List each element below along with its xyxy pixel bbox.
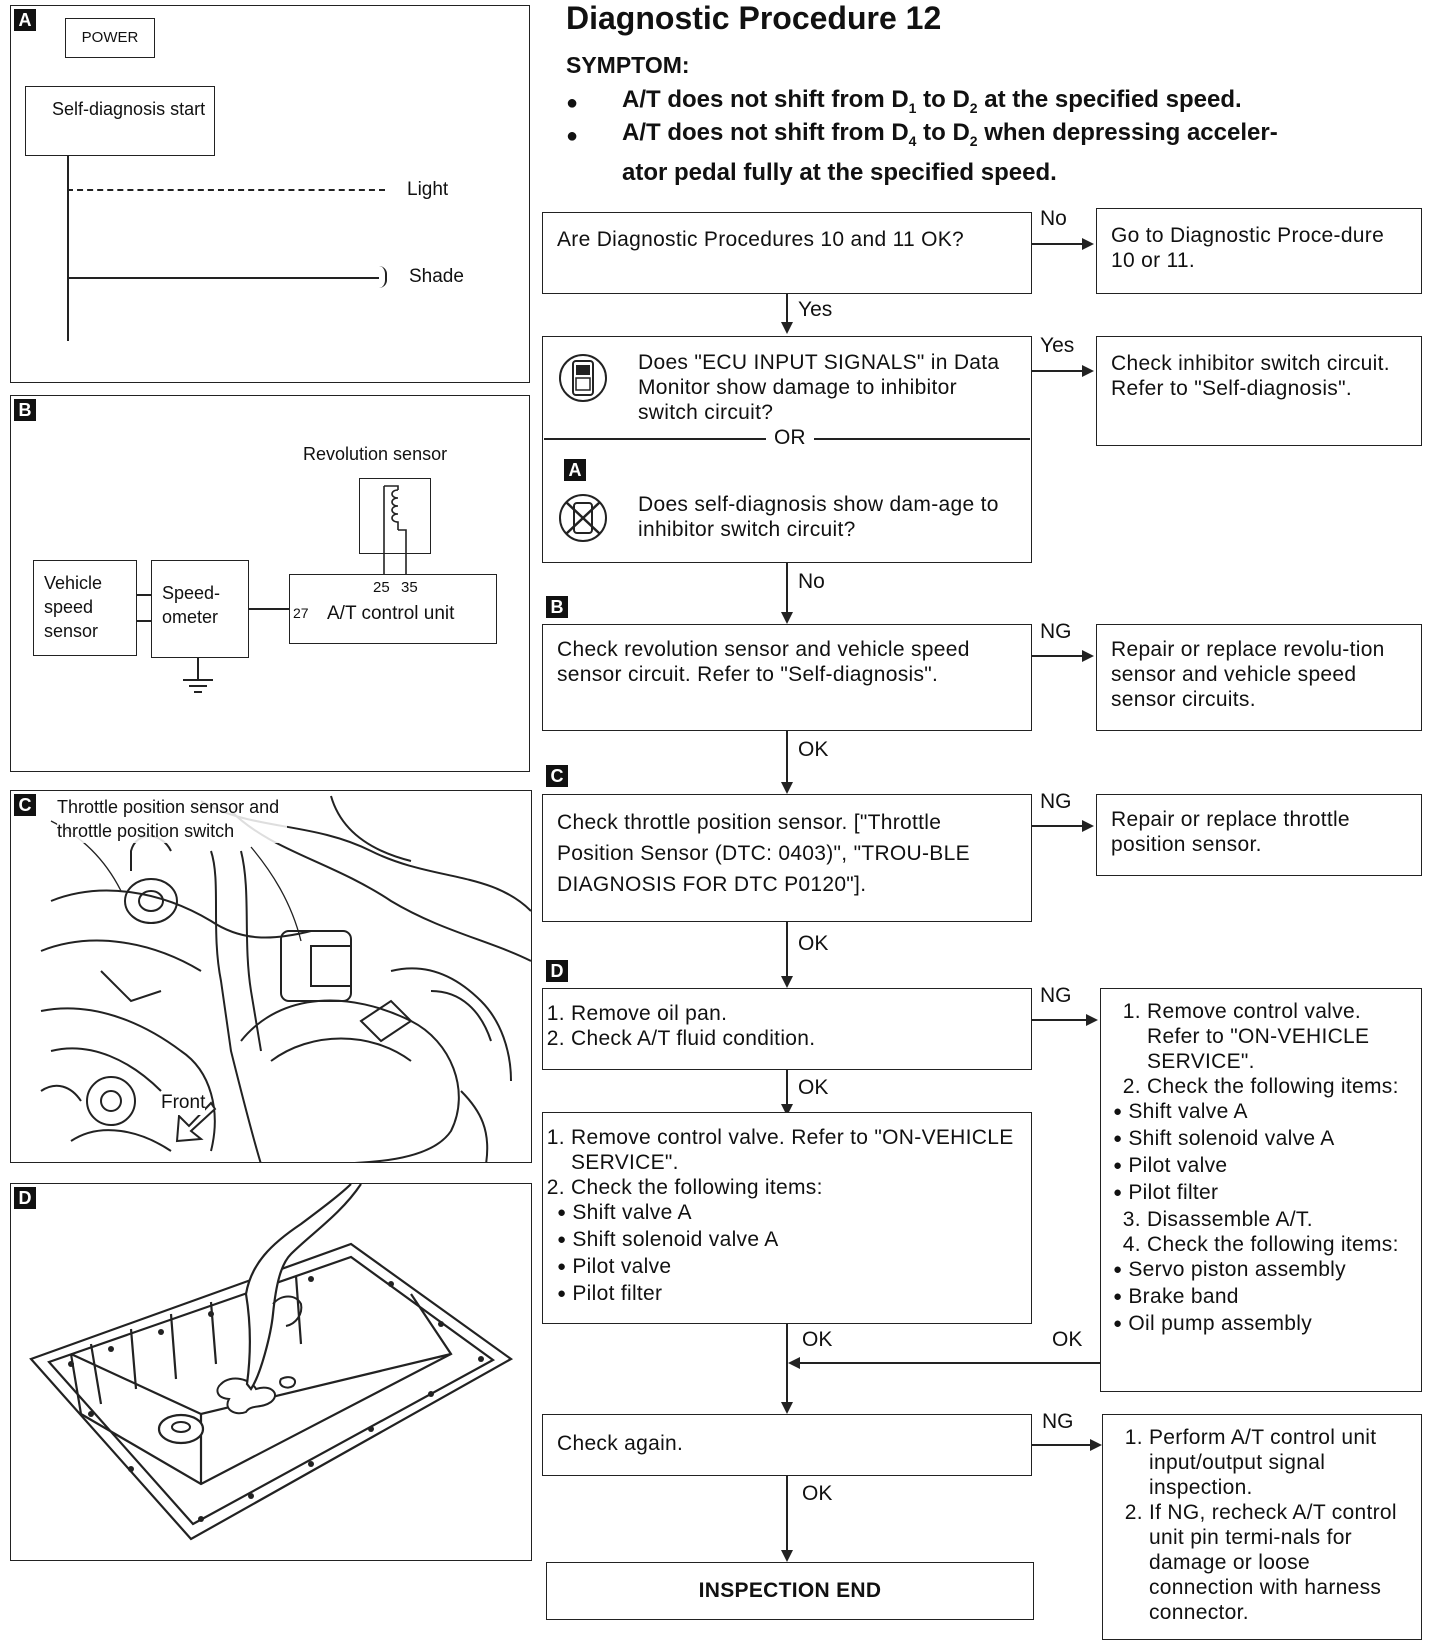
s6-bullet: ● Pilot filter [557,1281,1017,1308]
symptom-2-line2: ator pedal fully at the specified speed. [622,158,1057,186]
q1-no-arrow [1082,238,1094,250]
consult-tool-icon [558,350,608,406]
right-bullet: ● Oil pump assembly [1113,1311,1411,1338]
pin-35-label: 35 [401,579,418,596]
q2-letter-a: A [564,459,586,481]
front-label: Front [161,1092,206,1113]
q1-no-box [1096,208,1422,294]
s7-ng-arrow [1090,1439,1102,1451]
inspection-end-box [546,1562,1034,1620]
s6-ok-arrow [781,1402,793,1414]
q2-no-line [786,563,788,619]
panel-a-letter: A [14,9,36,31]
vss-wire-top [137,594,151,596]
engine-drawing [11,791,532,1163]
s7-ok-label: OK [802,1482,833,1505]
shade-label: Shade [409,266,464,287]
power-box [65,18,155,58]
s7-ng-label: NG [1042,1410,1074,1433]
s6-box [542,1112,1032,1324]
q1-no-label: No [1040,207,1067,230]
s5-ng-label: NG [1040,984,1072,1007]
symptom-2 [622,117,1432,189]
throttle-sensor-caption: Throttle position sensor and throttle position switch [57,795,287,843]
symptom-1-sub1: 1 [908,99,917,116]
s6-item: 2. Check the following items: [571,1175,1017,1200]
pin-27-label: 27 [293,605,309,621]
page-title: Diagnostic Procedure 12 [566,0,942,36]
coil-icon [366,480,426,580]
s4-ng-text: Repair or replace throttle position sensor. [1111,808,1350,856]
s6-bullet: ● Pilot valve [557,1254,1017,1281]
q1-no-line [1032,243,1084,245]
q2-no-arrow [781,612,793,624]
s5-ng-box [1100,988,1422,1392]
symptom-1-post: at the specified speed. [977,86,1242,113]
symptom-1-sub2: 2 [969,99,978,116]
symptom-2-post: when depressing acceler- [977,119,1278,146]
s6-bullet: ● Shift valve A [557,1200,1017,1227]
symptom-1-pre: A/T does not shift from D [622,86,909,113]
power-label: POWER [81,29,139,46]
step-d-letter: D [546,960,568,982]
oil-pan-drawing [11,1184,532,1561]
s4-ok-arrow [781,976,793,988]
s6-list [547,1125,1017,1200]
q2-yes-arrow [1082,365,1094,377]
s5-list [547,1001,1017,1051]
s4-ok-label: OK [798,932,829,955]
s6-bullets [547,1200,1017,1308]
q2-yes-box [1096,336,1422,446]
right-item: 3. Disassemble A/T. [1147,1207,1411,1232]
step-c-letter: C [546,765,568,787]
s4-box [542,794,1032,922]
step-b-letter: B [546,596,568,618]
s3-ok-line [786,731,788,787]
s3-box [542,624,1032,731]
s6-ok-label: OK [802,1328,833,1351]
s3-ok-arrow [781,782,793,794]
right-bullet: ● Pilot filter [1113,1180,1411,1207]
s3-ng-arrow [1082,650,1094,662]
q1-yes-arrow [781,322,793,334]
q1-yes-line [786,294,788,323]
q1-no-text: Go to Diagnostic Proce-dure 10 or 11. [1111,224,1385,272]
right-bullets-1 [1101,1099,1411,1207]
s3-ok-label: OK [798,738,829,761]
atcu-label: A/T control unit [327,603,455,624]
vehicle-speed-sensor-box [33,560,137,656]
s4-ng-box [1096,794,1422,876]
right-bullet: ● Shift valve A [1113,1099,1411,1126]
ground-icon [181,678,215,698]
speedometer-box [151,560,249,658]
symptom-2-pre: A/T does not shift from D [622,119,909,146]
q2-text: Does "ECU INPUT SIGNALS" in Data Monitor show damage to inhibitor switch circuit? [638,351,1000,424]
s7-ng-item: 1. Perform A/T control unit input/output signal inspection. [1149,1425,1411,1500]
q2-yes-line [1032,370,1084,372]
s5-ok-label: OK [798,1076,829,1099]
s5-box [542,988,1032,1070]
shade-end-tick [379,266,387,288]
q2-text2: Does self-diagnosis show dam-age to inhibitor switch circuit? [638,493,999,541]
right-bullets-2 [1101,1257,1411,1338]
q2-yes-text: Check inhibitor switch circuit. Refer to "Self-diagnosis". [1111,352,1390,400]
vehicle-speed-sensor-label: Vehicle speed sensor [44,573,103,641]
s3-text: Check revolution sensor and vehicle speed sensor circuit. Refer to "Self-diagnosis". [557,638,970,686]
s4-ng-arrow [1082,820,1094,832]
panel-d-oil-pan-illustration [10,1183,532,1561]
right-list-1 [1101,999,1411,1099]
s3-ng-label: NG [1040,620,1072,643]
right-ok-label: OK [1052,1328,1083,1351]
q2-yes-label: Yes [1040,334,1075,357]
s5-item: 1. Remove oil pan. [571,1001,1017,1026]
speedo-to-atcu-wire [249,608,289,610]
q2-no-label: No [798,570,825,593]
inspection-end-label: INSPECTION END [698,1579,882,1602]
symptom-bullet-1: ● [566,92,579,114]
s7-ng-box [1102,1414,1422,1640]
s6-item: 1. Remove control valve. Refer to "ON-VEHICLE SERVICE". [571,1125,1017,1175]
symptom-heading: SYMPTOM: [566,52,690,78]
s6-bullet: ● Shift solenoid valve A [557,1227,1017,1254]
shade-line [67,277,379,279]
s7-ng-line [1032,1444,1092,1446]
s5-item: 2. Check A/T fluid condition. [571,1026,1017,1051]
q1-yes-label: Yes [798,298,833,321]
self-diagnosis-start-box [25,86,215,156]
right-ok-arrow [788,1357,800,1369]
symptom-bullet-2: ● [566,125,579,147]
symptom-2-sub1: 4 [908,132,917,149]
right-item: 4. Check the following items: [1147,1232,1411,1257]
s7-ok-arrow [781,1550,793,1562]
s5-ng-arrow [1086,1014,1098,1026]
right-bullet: ● Brake band [1113,1284,1411,1311]
right-list-2 [1101,1207,1411,1257]
s3-ng-line [1032,655,1084,657]
pin-25-label: 25 [373,579,390,596]
no-consult-icon [558,490,608,546]
s4-ng-label: NG [1040,790,1072,813]
panel-d-letter: D [14,1187,36,1209]
panel-a-timing-chart [10,5,530,383]
s4-ng-line [1032,825,1084,827]
s3-ng-box [1096,624,1422,731]
speedometer-label: Speed-ometer [162,583,221,627]
s3-ng-text: Repair or replace revolu-tion sensor and vehicle speed sensor circuits. [1111,638,1385,711]
right-ok-line [800,1362,1100,1364]
right-item: 2. Check the following items: [1147,1074,1411,1099]
light-label: Light [407,179,449,200]
s4-ok-line [786,922,788,980]
panel-b-circuit-diagram [10,395,530,772]
q2-or-label: OR [766,426,814,450]
timing-axis [67,156,69,341]
light-dashed-line [67,189,385,191]
symptom-2-mid: to D [916,119,970,146]
s4-text: Check throttle position sensor. ["Throttle Position Sensor (DTC: 0403)", "TROU-BLE DIAGNOSIS FOR DTC P0120"]. [557,811,970,896]
s7-box [542,1414,1032,1476]
q1-box [542,212,1032,294]
right-bullet: ● Shift solenoid valve A [1113,1126,1411,1153]
revolution-sensor-label: Revolution sensor [303,444,448,464]
q1-text: Are Diagnostic Procedures 10 and 11 OK? [557,228,965,251]
right-bullet: ● Servo piston assembly [1113,1257,1411,1284]
s5-ng-line [1032,1019,1088,1021]
panel-c-engine-photo [10,790,532,1163]
panel-b-letter: B [14,399,36,421]
s7-ok-line [786,1476,788,1554]
s7-ng-list [1103,1425,1411,1625]
vss-wire-bottom [137,620,151,622]
symptom-2-sub2: 2 [969,132,978,149]
s7-ng-item: 2. If NG, recheck A/T control unit pin termi-nals for damage or loose connection with harness connector. [1149,1500,1411,1625]
ground-wire [197,658,199,680]
right-bullet: ● Pilot valve [1113,1153,1411,1180]
symptom-1-mid: to D [916,86,970,113]
s7-text: Check again. [557,1432,684,1455]
panel-c-letter: C [14,794,36,816]
right-item: 1. Remove control valve. Refer to "ON-VEHICLE SERVICE". [1147,999,1411,1074]
self-diagnosis-start-label: Self-diagnosis start [52,99,206,119]
